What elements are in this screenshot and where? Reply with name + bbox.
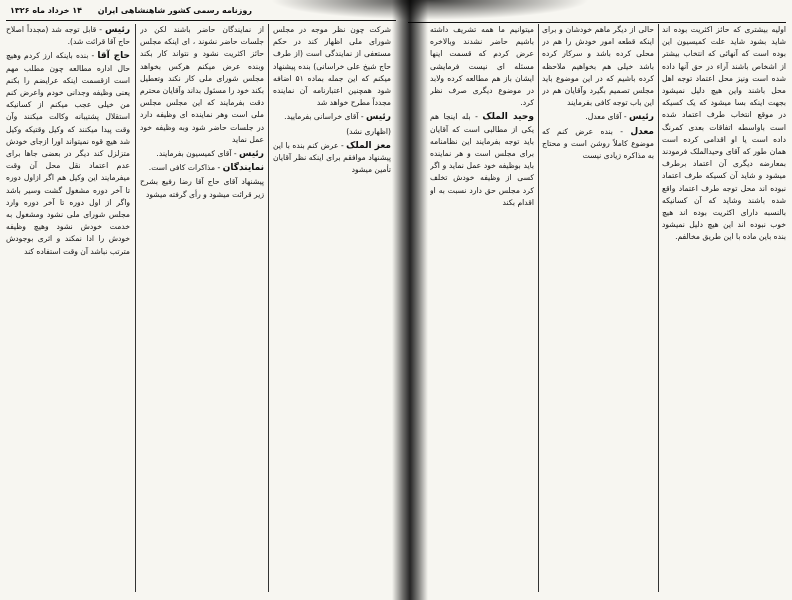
issue-date: ۱۴ خرداد ماه ۱۳۲۶ xyxy=(10,6,83,15)
speaker-name: رئیس xyxy=(366,112,391,123)
paragraph-text: میتوانیم ما همه تشریف داشته باشیم حاضر نشدند وبالاخره عرض کردم که قسمت اینها مسئله ای نیست فرمایشی ایشان باز هم مطالعه کرده ولابد در موضوع دیگری صرف نظر کرد. xyxy=(430,25,534,108)
text-column xyxy=(430,24,534,592)
paragraph-text: (اظهاری نشد) xyxy=(346,126,391,136)
paragraph xyxy=(140,148,264,160)
text-column xyxy=(6,24,130,592)
speaker-name: حاج آقا xyxy=(97,51,130,62)
paragraph xyxy=(430,111,534,209)
column-divider xyxy=(538,24,539,592)
speaker-name: وحید الملک xyxy=(482,112,534,123)
column-divider xyxy=(268,24,269,592)
paragraph xyxy=(273,140,391,177)
paragraph xyxy=(140,162,264,174)
header-rule xyxy=(408,22,786,23)
paragraph xyxy=(542,126,654,163)
text-column xyxy=(273,24,391,592)
text-column xyxy=(662,24,786,592)
paragraph xyxy=(273,24,391,109)
speaker-name: معز الملک xyxy=(346,140,391,151)
paragraph-text: - عرض کنم بنده با این پیشنهاد موافقم برای اینکه نظر آقایان تأمین میشود xyxy=(273,140,391,175)
column-divider xyxy=(135,24,136,592)
newspaper-title: روزنامه رسمی کشور شاهنشاهی ایران xyxy=(97,6,252,15)
paragraph-text: - آقای معدل. xyxy=(585,112,627,122)
speaker-name: رئیس xyxy=(239,149,264,160)
paragraph-text: - آقای کمیسیون بفرمایند. xyxy=(156,149,237,159)
paragraph xyxy=(542,111,654,123)
paragraph-text: - مذاکرات کافی است. xyxy=(148,163,221,173)
paragraph-text: از نمایندگان حاضر باشند لکن در جلسات حاضر نشوند ، ای اینکه مجلس حائز اکثریت نشود و نتواند کار بکند وبنده عرض میکنم هرکس بخواهد مجلس شورای ملی کار نکند وتعطیل بکند خود را مسئول بداند وآقایان محترم دقت بفرمایند که این مجلس مجلس ملی است وهر نماینده ای وظیفه دارد در جلسات حاضر شود وبه وظیفه خود عمل نماید xyxy=(140,25,264,144)
paragraph xyxy=(6,24,130,48)
text-column xyxy=(140,24,264,592)
paragraph-text: - قابل توجه شد (مجدداً اصلاح حاج آقا قرائت شد). xyxy=(6,25,130,47)
paragraph-text: شرکت چون نظر موجه در مجلس شورای ملی اظهار کند در حکم مستعفی از نمایندگی است (از طرف حاج شیخ علی خراسانی) بنده پیشنهاد میکنم که این جمله بماده ۵۱ اضافه شود همچنین اعتبارنامه آن نماینده مجدداً مطرح خواهد شد xyxy=(273,25,391,108)
speaker-name: رئیس xyxy=(629,112,654,123)
speaker-name: معدل xyxy=(630,126,654,137)
paragraph xyxy=(140,176,264,200)
paragraph xyxy=(542,24,654,109)
paragraph-text: حالی از دیگر ماهم خودشان و برای اینکه قطعه امور خودش را هم در محلی کرده باشد و سرکار کرده باشد خیلی هم بخواهیم ملاحظه کرده باشیم که در این موضوع باید مجلس تصمیم بگیرد وآقایان هم در این باب توجه کافی بفرمایند xyxy=(542,25,654,108)
paragraph xyxy=(430,24,534,109)
paragraph xyxy=(662,24,786,244)
column-divider xyxy=(658,24,659,592)
paragraph xyxy=(6,50,130,257)
speaker-name: رئیس xyxy=(105,25,130,35)
paragraph-text: - بنده عرض کنم که موضوع کاملاً روشن است و محتاج به مذاکره زیادی نیست xyxy=(542,126,654,161)
paragraph xyxy=(273,111,391,123)
right-page xyxy=(402,0,792,600)
paragraph xyxy=(140,24,264,146)
paragraph-text: اولیه بیشتری که حائز اکثریت بوده اند شاید بشود شاید علت کمیسیون این بوده است که آنهائی که انتخاب بیشتر از اشخاص باشند آراء در حق آنها داده شده است ونیز محل اعتماد توجه اهل محل باشند واین هیچ دلیل نمیشود بجهت اینکه بسا میشود که یک کسیکه در موقع انتخاب طرف اعتماد شده است باواسطه اتفاقات بعدی کمرنگ داده است یا او اقدامی کرده است همان طور که آقای وحیدالملک فرمودند بمعارضه دیگری آن اعتماد برطرف میشود و شاید آن کسیکه طرف اعتماد نبوده اند محل توجه طرف اعتماد واقع شده باشند وشاید که آن کسانیکه بالنسبه دارای اکثریت بوده اند هیچ خوب نبوده اند این هیچ دلیل نمیشود بنده باین ماده با این طریق مخالفم. xyxy=(662,25,786,242)
scan-shadow xyxy=(270,0,590,20)
paragraph-text: - بنده باینکه ارز کردم وهیچ حال اداره مطالعه چون مطلب مهم است ازقسمت اینکه عرایضم را بکنم یعنی وظیفه وجدانی خودم واعرض کنم من خیلی عجب میکنم از کسانیکه استقلال پشتیبانه وکالت میکنند وآن وقت پیدا میکنند که وکیل وقتیکه وکیل شد هیچ قوه نمیتواند اورا ازجای خودش متزلزل کند دیگر در بعضی جاها برای عدم اعتماد نقل محل آن وقت میفرمایند این وکیل هم اگر ازاول دوره تا آخر دوره مشغول گشت وسیر باشد واگر از اول دوره تا آخر دوره وارد مجلس شورای ملی نشود ومشغول به خدمت خودش نشود وهیچ وظیفه خودش را ادا نمکند و اثری بوجودش مترتب نباشد آن وقت استفاده کند xyxy=(6,51,130,256)
header-rule xyxy=(6,20,396,21)
text-column xyxy=(542,24,654,592)
speaker-name: نمایندگان xyxy=(222,163,264,174)
page-gutter-shadow xyxy=(392,0,428,600)
paragraph-text: - بله اینجا هم یکی از مطالبی است که آقایان باید توجه بفرمایند این نظامنامه برای مجلس است و هر نماینده باید بوظیفه خود عمل نماید و اگر کسی از وظیفه خودش تخلف کرد مجلس حق دارد نسبت به او اقدام بکند xyxy=(430,112,534,207)
paragraph-text: پیشنهاد آقای حاج آقا رضا رفیع بشرح زیر قرائت میشود و رأی گرفته میشود xyxy=(140,177,264,199)
paragraph-text: - آقای خراسانی بفرمایید. xyxy=(284,112,364,122)
paragraph xyxy=(273,126,391,138)
